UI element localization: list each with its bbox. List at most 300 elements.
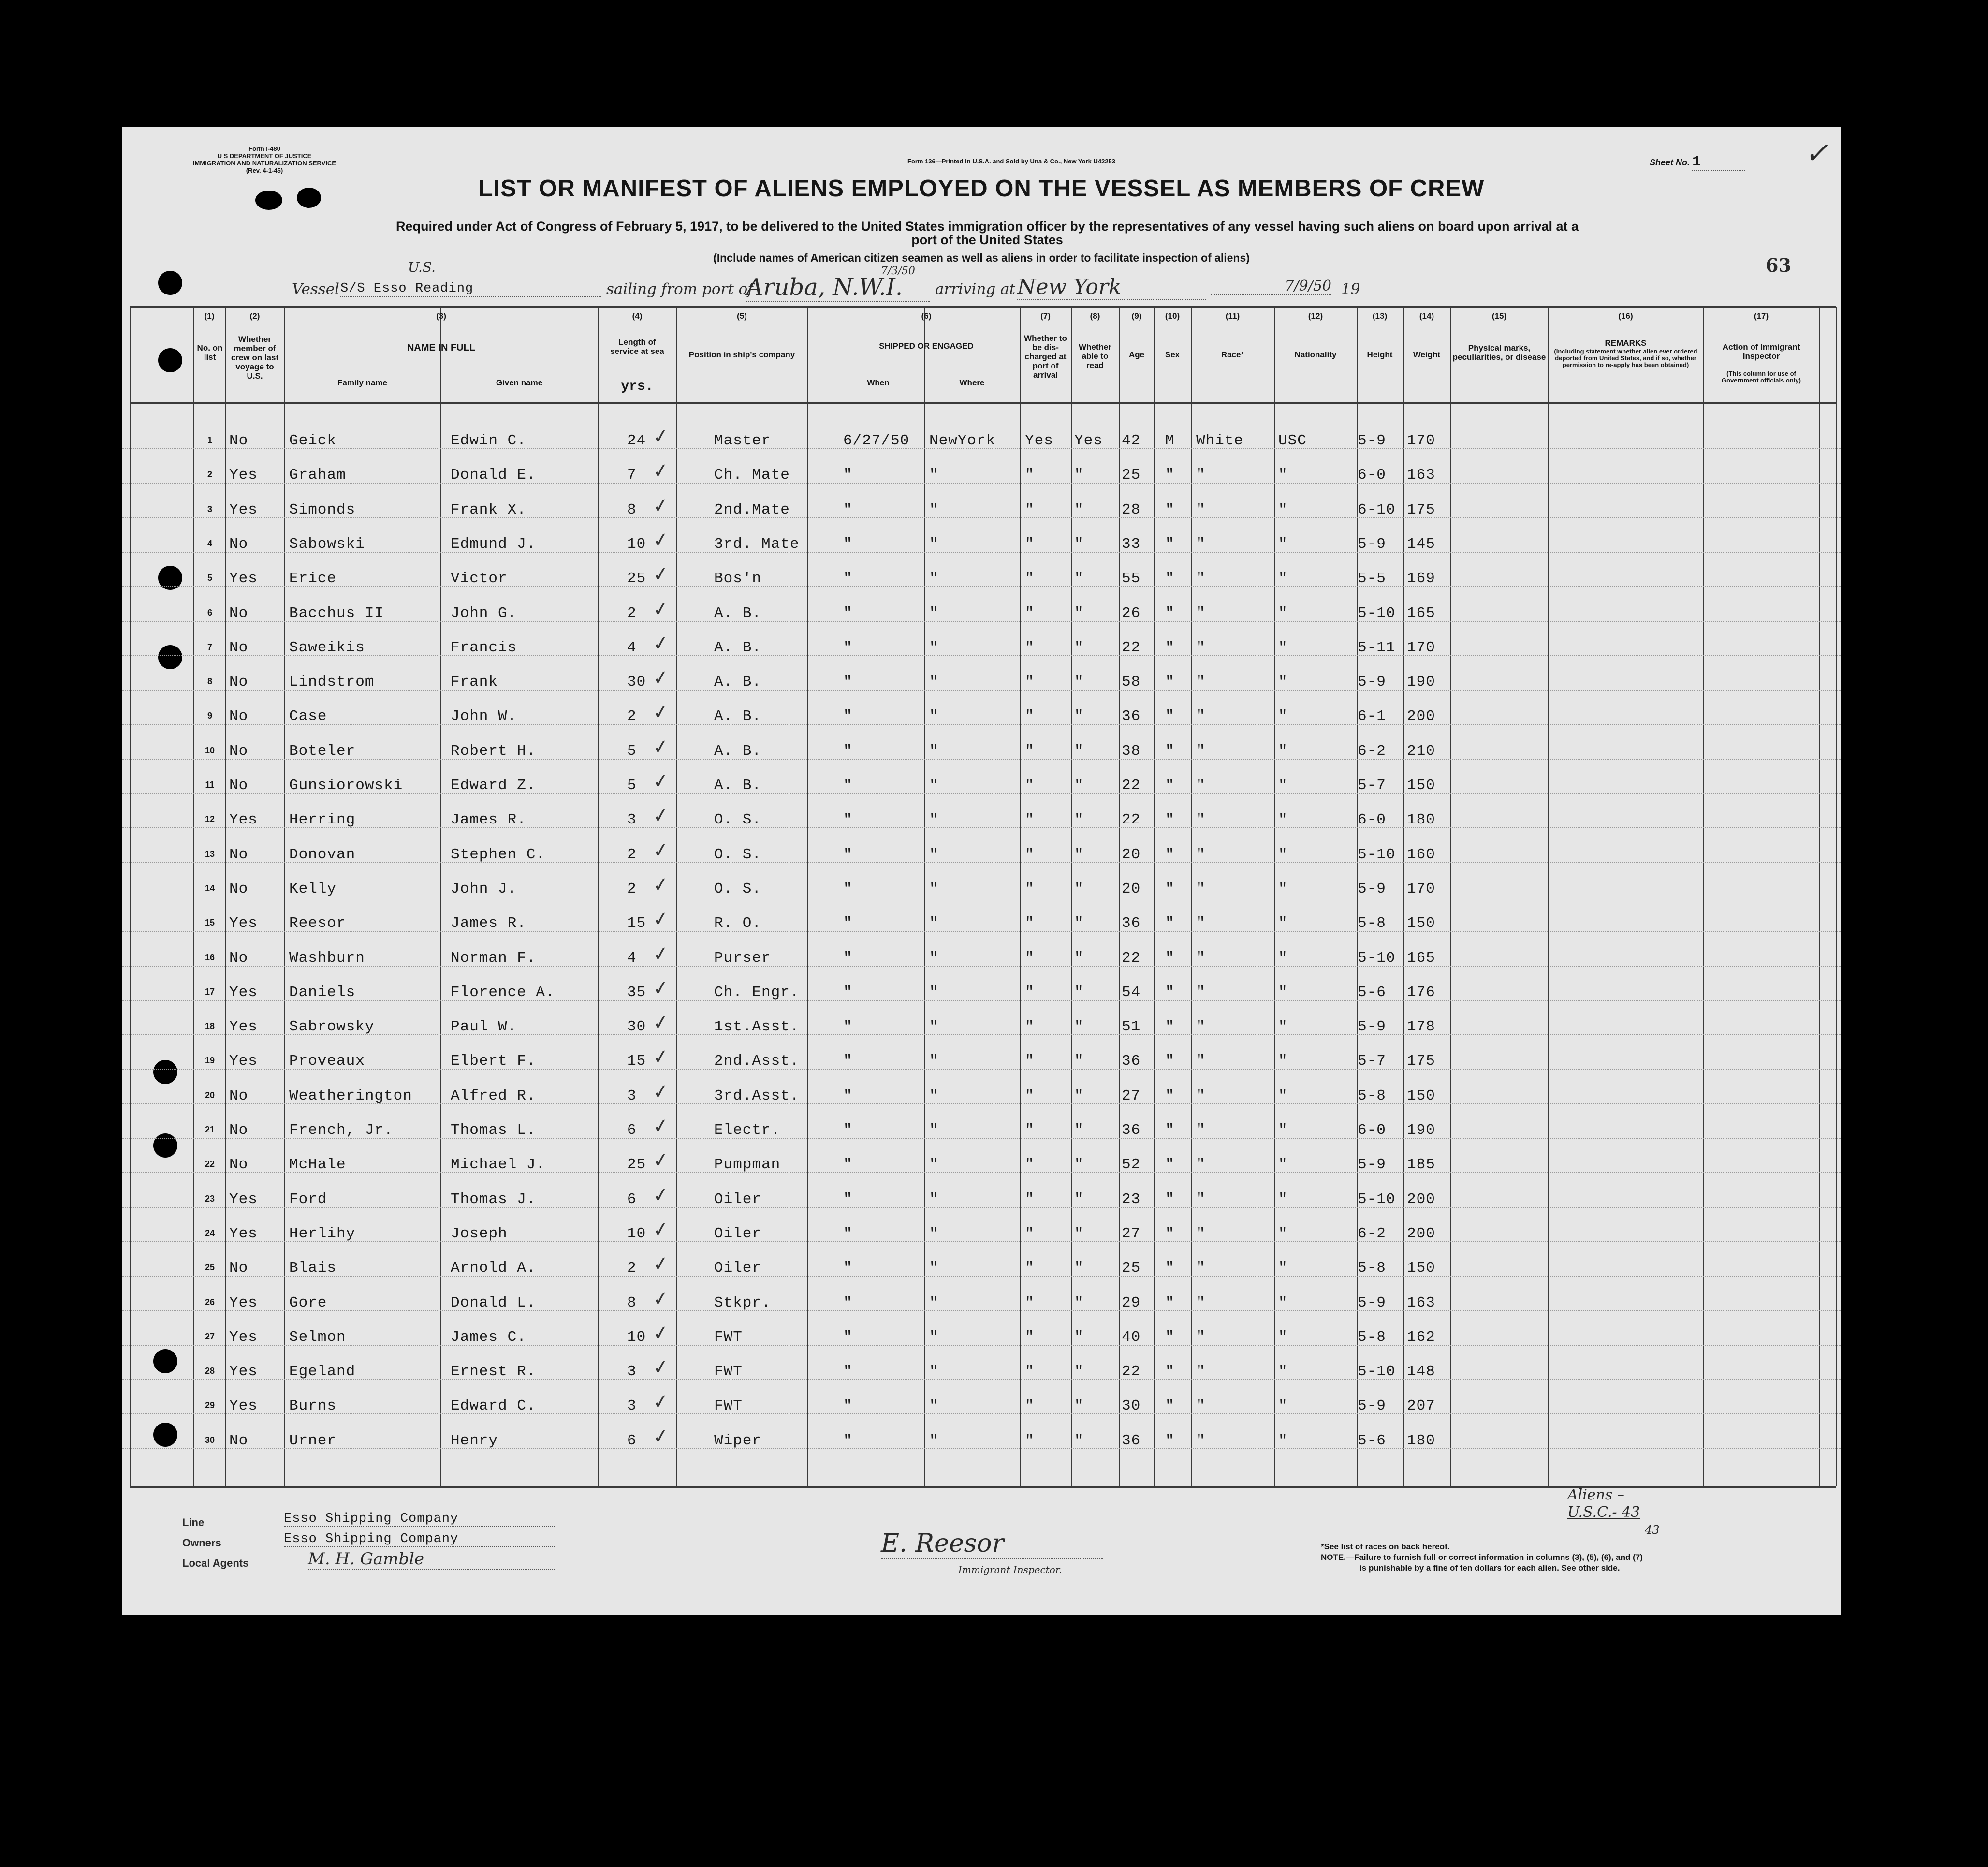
- able-to-read: ": [1074, 1432, 1084, 1449]
- able-to-read: ": [1074, 984, 1084, 1001]
- service-years: 24: [627, 432, 646, 449]
- table-row: [122, 897, 1841, 932]
- previous-voyage: No: [229, 742, 248, 760]
- shipped-when: ": [843, 1018, 853, 1036]
- table-row: [122, 553, 1841, 587]
- check-mark: ✓: [1804, 136, 1829, 170]
- weight: 176: [1407, 984, 1435, 1001]
- given-name: John J.: [451, 880, 517, 897]
- age: 22: [1122, 639, 1141, 656]
- shipped-when: ": [843, 880, 853, 897]
- family-name: Daniels: [289, 984, 356, 1001]
- service-years: 6: [627, 1191, 637, 1208]
- discharged: ": [1025, 1087, 1035, 1104]
- family-name: Graham: [289, 467, 346, 484]
- family-name: Ford: [289, 1191, 327, 1208]
- height: 5-9: [1358, 880, 1386, 897]
- position: 3rd. Mate: [714, 535, 800, 553]
- position: Oiler: [714, 1225, 762, 1242]
- previous-voyage: No: [229, 1156, 248, 1174]
- age: 27: [1122, 1225, 1141, 1242]
- height: 5-6: [1358, 984, 1386, 1001]
- shipped-when: ": [843, 915, 853, 932]
- table-row: [122, 725, 1841, 760]
- family-name: Saweikis: [289, 639, 365, 656]
- row-number: 25: [205, 1263, 215, 1273]
- row-number: 18: [205, 1021, 215, 1031]
- height: 5-10: [1358, 604, 1396, 622]
- race: ": [1196, 1122, 1206, 1139]
- family-name: Urner: [289, 1432, 337, 1449]
- previous-voyage: No: [229, 674, 248, 691]
- height: 5-9: [1358, 674, 1386, 691]
- check-mark-icon: ✓: [651, 493, 671, 518]
- nationality: ": [1278, 880, 1288, 897]
- shipped-where: ": [929, 467, 939, 484]
- family-name: McHale: [289, 1156, 346, 1174]
- race: ": [1196, 1053, 1206, 1070]
- check-mark-icon: ✓: [651, 1148, 671, 1173]
- check-mark-icon: ✓: [651, 941, 671, 966]
- table-row: [122, 760, 1841, 794]
- shipped-when: ": [843, 1191, 853, 1208]
- shipped-when: ": [843, 1363, 853, 1381]
- discharged: ": [1025, 984, 1035, 1001]
- service-years: 4: [627, 949, 637, 967]
- race: ": [1196, 501, 1206, 518]
- age: 36: [1122, 915, 1141, 932]
- page-title: LIST OR MANIFEST OF ALIENS EMPLOYED ON THE VESSEL AS MEMBERS OF CREW: [478, 176, 1485, 202]
- table-row: [122, 1104, 1841, 1139]
- weight: 207: [1407, 1397, 1435, 1415]
- footer-note: *See list of races on back hereof. NOTE.—Failure to furnish full or correct information in columns (3), (5), (6), and (7) is punishable by a fine of ten dollars for each alien. See other side.: [1321, 1542, 1643, 1573]
- discharged: ": [1025, 1363, 1035, 1381]
- height: 5-9: [1358, 1018, 1386, 1036]
- given-name: Edwin C.: [451, 432, 526, 449]
- vessel-note: U.S.: [408, 259, 436, 275]
- discharged: ": [1025, 1294, 1035, 1311]
- weight: 160: [1407, 846, 1435, 863]
- race: ": [1196, 1156, 1206, 1174]
- age: 26: [1122, 604, 1141, 622]
- previous-voyage: Yes: [229, 1294, 258, 1311]
- nationality: ": [1278, 777, 1288, 794]
- check-mark-icon: ✓: [651, 735, 671, 759]
- shipped-where: ": [929, 846, 939, 863]
- position: Oiler: [714, 1260, 762, 1277]
- table-row: [122, 588, 1841, 622]
- check-mark-icon: ✓: [651, 1424, 671, 1449]
- given-name: Michael J.: [451, 1156, 546, 1174]
- table-row: [122, 1415, 1841, 1449]
- manifest-sheet: Form I-480 U S DEPARTMENT OF JUSTICE IMMIGRATION AND NATURALIZATION SERVICE (Rev. 4-1-45) Form 136—Printed in U.S.A. and Sold by Una & Co., New York U42253 Sheet No. 1 ✓ LIST OR MANIFEST OF ALIENS EMPLOYED ON THE VESSEL AS MEMBERS OF CREW Required under Act of Congress of February 5, 1917, to be delivered to the United States immigration officer by the representatives of any vessel having such aliens on board upon arrival at a port of the United States (Include names of American citizen seamen as well as aliens in order to facilitate inspection of aliens) 63 Vessel S/S Esso Reading U.S. sailing from port of Aruba, N.W.I. 7/3/50 arriving at New York 7/9/50 19 (1) No. on list (2) Whether member of crew on last voyage to U.S. (3) NAME IN FULL Family name Given name (4) Length of service at sea yrs. (5) Position in ship's company (6) SHIPPED OR ENGAGED When Where (7) Whether to be dis-charged at port of arrival (8) Whether able to read (9) Age (10) Sex (11) Race* (12) Nationality (13) Height (14) Weight (15) Physical marks, peculiarities, or disease (16) REMARKS (Including statement whether alien ever ordered deported from United States, and if so, whether permission to re-apply has been obtained) (17) Action of Immigrant Inspector (This column for use of Government officials only) 1 No Geick Edwin C. 24 Master 6/27/50 NewYork Yes Yes 42 M White USC 5-9 170 ✓ 2 Yes Graham Donald E. 7 Ch. Mate " " " " 25 " " " 6-0 163 ✓ 3 Yes Simonds Frank X. 8 2nd.Mate " " " " 28 " " " 6-10 175 ✓ 4 No Sabowski Edmund J. 10 3rd. Mate " " " " 33 " " " 5-9 145 ✓ 5 Yes Erice Victor 25 Bos'n " " " " 55 " " " 5-5 169 ✓ 6 No Bacchus II John G. 2 A. B. " " " " 26 " " " 5-10 165 ✓ 7 No Saweikis Francis 4 A. B. " " " " 22 " " " 5-11 170 ✓ 8 No Lindstrom Frank 30 A. B. " " " " 58 " " " 5-9 190 ✓ 9 No Case John W. 2 A. B. " " " " 36 " " " 6-1 200 ✓ 10 No Boteler Robert H. 5 A. B. " " " " 38 " " " 6-2 210 ✓ 11 No Gunsiorowski Edward Z. 5 A. B. " " " " 22 " " " 5-7 150 ✓ 12 Yes Herring James R. 3 O. S. " " " " 22 " " " 6-0 180 ✓ 13 No Donovan Stephen C. 2 O. S. " " " " 20 " " " 5-10 160 ✓ 14 No Kelly John J. 2 O. S. " " " " 20 " " " 5-9 170 ✓ 15 Yes Reesor James R. 15 R. O. " " " " 36 " " " 5-8 150 ✓ 16 No Washburn Norman F. 4 Purser " " " " 22 " " " 5-10 165 ✓ 17 Yes Daniels Florence A. 35 Ch. Engr. " " " " 54 " " " 5-6 176 ✓ 18 Yes Sabrowsky Paul W. 30 1st.Asst. " " " " 51 " " " 5-9 178 ✓ 19 Yes Proveaux Elbert F. 15 2nd.Asst. " " " " 36 " " " 5-7 175 ✓ 20 No Weatherington Alfred R. 3 3rd.Asst. " " " " 27 " " " 5-8 150 ✓ 21 No French, Jr. Thomas L. 6 Electr. " " " " 36 " " " 6-0 190 ✓ 22 No McHale Michael J. 25 Pumpman " " " " 52 " " " 5-9 185 ✓ 23 Yes Ford Thomas J. 6 Oiler " " " " 23 " " " 5-10 200 ✓ 24 Yes Herlihy Joseph 10 Oiler " " " " 27 " " " 6-2 200 ✓ 25 No Blais Arnold A. 2 Oiler " " " " 25 " " " 5-8 150 ✓ 26 Yes Gore Donald L. 8 Stkpr. " " " " 29 " " " 5-9 163 ✓ 27 Yes Selmon James C. 10 FWT " " " " 40 " " " 5-8 162 ✓ 28 Yes Egeland Ernest R. 3 FWT " " " " 22 " " " 5-10 148 ✓ 29 Yes Burns Edward C. 3 FWT " " " " 30 " " " 5-9 207 ✓ 30 No Urner Henry 6 Wiper " " " " 36 " " " 5-6 180 ✓ Line Esso Shipping Company Owners Esso Shipping Company Local Agents M. H. Gamble E. Reesor Immigrant Inspector. Aliens – U.S.C.- 43 43 *See list of races on back hereof. NOTE.—Failure to furnish full or correct information in columns (3), (5), (6), and (7) is punishable by a fine of ten dollars for each alien. See other side.: [122, 127, 1841, 1615]
- weight: 163: [1407, 467, 1435, 484]
- discharged: ": [1025, 1432, 1035, 1449]
- row-number: 27: [205, 1331, 215, 1341]
- able-to-read: ": [1074, 880, 1084, 897]
- shipped-when: ": [843, 467, 853, 484]
- footer-agents: Line Esso Shipping Company Owners Esso Shipping Company Local Agents M. H. Gamble: [182, 1510, 714, 1606]
- check-mark-icon: ✓: [651, 769, 671, 794]
- weight: 200: [1407, 708, 1435, 725]
- row-number: 22: [205, 1159, 215, 1169]
- able-to-read: ": [1074, 708, 1084, 725]
- race: ": [1196, 1294, 1206, 1311]
- service-years: 2: [627, 604, 637, 622]
- able-to-read: ": [1074, 501, 1084, 518]
- shipped-where: ": [929, 880, 939, 897]
- height: 5-8: [1358, 1260, 1386, 1277]
- position: O. S.: [714, 880, 762, 897]
- previous-voyage: No: [229, 535, 248, 553]
- height: 5-10: [1358, 846, 1396, 863]
- previous-voyage: Yes: [229, 1397, 258, 1415]
- discharged: ": [1025, 1122, 1035, 1139]
- nationality: ": [1278, 1156, 1288, 1174]
- sex: ": [1165, 708, 1175, 725]
- previous-voyage: Yes: [229, 1225, 258, 1242]
- alien-tally: Aliens – U.S.C.- 43 43: [1567, 1486, 1660, 1537]
- weight: 162: [1407, 1328, 1435, 1346]
- able-to-read: ": [1074, 777, 1084, 794]
- sex: ": [1165, 777, 1175, 794]
- weight: 200: [1407, 1225, 1435, 1242]
- discharged: ": [1025, 846, 1035, 863]
- race: ": [1196, 674, 1206, 691]
- table-row: [122, 484, 1841, 518]
- sex: ": [1165, 1363, 1175, 1381]
- punch-hole: [158, 271, 182, 295]
- service-years: 7: [627, 467, 637, 484]
- discharged: Yes: [1025, 432, 1053, 449]
- sex: ": [1165, 639, 1175, 656]
- given-name: John G.: [451, 604, 517, 622]
- service-years: 5: [627, 742, 637, 760]
- nationality: ": [1278, 1397, 1288, 1415]
- row-number: 11: [205, 780, 215, 790]
- weight: 178: [1407, 1018, 1435, 1036]
- given-name: Edward Z.: [451, 777, 536, 794]
- nationality: ": [1278, 604, 1288, 622]
- shipped-when: ": [843, 1260, 853, 1277]
- nationality: ": [1278, 1087, 1288, 1104]
- shipped-when: ": [843, 949, 853, 967]
- row-number: 6: [207, 607, 212, 617]
- height: 6-2: [1358, 742, 1386, 760]
- row-number: 26: [205, 1297, 215, 1307]
- table-row: [122, 1174, 1841, 1208]
- nationality: ": [1278, 1363, 1288, 1381]
- service-years: 3: [627, 1363, 637, 1381]
- family-name: French, Jr.: [289, 1122, 394, 1139]
- shipped-when: ": [843, 1122, 853, 1139]
- age: 42: [1122, 432, 1141, 449]
- able-to-read: ": [1074, 1053, 1084, 1070]
- family-name: Erice: [289, 570, 337, 588]
- nationality: ": [1278, 639, 1288, 656]
- sex: ": [1165, 674, 1175, 691]
- family-name: Simonds: [289, 501, 356, 518]
- shipped-when: ": [843, 604, 853, 622]
- weight: 148: [1407, 1363, 1435, 1381]
- owners-value: Esso Shipping Company: [284, 1532, 555, 1547]
- given-name: James R.: [451, 915, 526, 932]
- given-name: James C.: [451, 1328, 526, 1346]
- weight: 169: [1407, 570, 1435, 588]
- height: 5-9: [1358, 432, 1386, 449]
- race: ": [1196, 1397, 1206, 1415]
- row-number: 30: [205, 1435, 215, 1445]
- discharged: ": [1025, 949, 1035, 967]
- previous-voyage: Yes: [229, 1053, 258, 1070]
- nationality: ": [1278, 1328, 1288, 1346]
- table-row: [122, 1035, 1841, 1070]
- previous-voyage: No: [229, 708, 248, 725]
- weight: 175: [1407, 1053, 1435, 1070]
- row-number: 14: [205, 883, 215, 893]
- family-name: Burns: [289, 1397, 337, 1415]
- position: 2nd.Asst.: [714, 1053, 800, 1070]
- nationality: ": [1278, 708, 1288, 725]
- previous-voyage: No: [229, 949, 248, 967]
- sex: ": [1165, 742, 1175, 760]
- race: ": [1196, 984, 1206, 1001]
- nationality: ": [1278, 1122, 1288, 1139]
- discharged: ": [1025, 1053, 1035, 1070]
- table-row: [122, 691, 1841, 725]
- check-mark-icon: ✓: [651, 665, 671, 691]
- shipped-where: ": [929, 1328, 939, 1346]
- height: 5-9: [1358, 1294, 1386, 1311]
- sex: M: [1165, 432, 1175, 449]
- discharged: ": [1025, 501, 1035, 518]
- given-name: Frank: [451, 674, 498, 691]
- check-mark-icon: ✓: [651, 1217, 671, 1242]
- given-name: Paul W.: [451, 1018, 517, 1036]
- given-name: Robert H.: [451, 742, 536, 760]
- table-row: [122, 967, 1841, 1001]
- service-years: 2: [627, 708, 637, 725]
- weight: 145: [1407, 535, 1435, 553]
- table-row: [122, 449, 1841, 484]
- inspector-signature: E. Reesor: [881, 1529, 1103, 1559]
- position: Pumpman: [714, 1156, 781, 1174]
- service-years: 6: [627, 1432, 637, 1449]
- height: 5-9: [1358, 535, 1386, 553]
- nationality: ": [1278, 811, 1288, 829]
- age: 36: [1122, 1053, 1141, 1070]
- race: ": [1196, 1225, 1206, 1242]
- discharged: ": [1025, 708, 1035, 725]
- age: 20: [1122, 846, 1141, 863]
- position: Purser: [714, 949, 771, 967]
- position: R. O.: [714, 915, 762, 932]
- check-mark-icon: ✓: [651, 1045, 671, 1070]
- nationality: ": [1278, 915, 1288, 932]
- given-name: Norman F.: [451, 949, 536, 967]
- race: ": [1196, 1018, 1206, 1036]
- subtitle-note: (Include names of American citizen seamen as well as aliens in order to facilitate inspection of aliens): [713, 251, 1250, 264]
- service-years: 25: [627, 1156, 646, 1174]
- age: 20: [1122, 880, 1141, 897]
- family-name: Kelly: [289, 880, 337, 897]
- row-number: 10: [205, 745, 215, 755]
- given-name: Alfred R.: [451, 1087, 536, 1104]
- sex: ": [1165, 1225, 1175, 1242]
- check-mark-icon: ✓: [651, 597, 671, 621]
- row-number: 2: [207, 470, 212, 480]
- sex: ": [1165, 811, 1175, 829]
- table-row: [122, 1139, 1841, 1173]
- given-name: Francis: [451, 639, 517, 656]
- shipped-where: ": [929, 1018, 939, 1036]
- age: 22: [1122, 949, 1141, 967]
- weight: 190: [1407, 1122, 1435, 1139]
- height: 5-7: [1358, 777, 1386, 794]
- service-years: 6: [627, 1122, 637, 1139]
- able-to-read: ": [1074, 1328, 1084, 1346]
- previous-voyage: No: [229, 1432, 248, 1449]
- family-name: Reesor: [289, 915, 346, 932]
- position: O. S.: [714, 846, 762, 863]
- position: A. B.: [714, 639, 762, 656]
- given-name: Joseph: [451, 1225, 508, 1242]
- shipped-where: ": [929, 1087, 939, 1104]
- port-from: Aruba, N.W.I.: [746, 274, 930, 302]
- weight: 150: [1407, 1260, 1435, 1277]
- race: ": [1196, 811, 1206, 829]
- table-row: [122, 829, 1841, 863]
- family-name: Lindstrom: [289, 674, 375, 691]
- previous-voyage: No: [229, 1087, 248, 1104]
- previous-voyage: Yes: [229, 984, 258, 1001]
- able-to-read: ": [1074, 949, 1084, 967]
- sex: ": [1165, 949, 1175, 967]
- given-name: Donald E.: [451, 467, 536, 484]
- given-name: Frank X.: [451, 501, 526, 518]
- weight: 180: [1407, 811, 1435, 829]
- shipped-where: NewYork: [929, 432, 996, 449]
- age: 38: [1122, 742, 1141, 760]
- able-to-read: ": [1074, 846, 1084, 863]
- row-number: 13: [205, 849, 215, 859]
- race: ": [1196, 1191, 1206, 1208]
- nationality: ": [1278, 674, 1288, 691]
- height: 5-11: [1358, 639, 1396, 656]
- race: ": [1196, 1087, 1206, 1104]
- table-row: [122, 794, 1841, 828]
- race: ": [1196, 1363, 1206, 1381]
- given-name: Edward C.: [451, 1397, 536, 1415]
- previous-voyage: No: [229, 1260, 248, 1277]
- table-row: [122, 863, 1841, 897]
- height: 6-2: [1358, 1225, 1386, 1242]
- sex: ": [1165, 467, 1175, 484]
- weight: 150: [1407, 1087, 1435, 1104]
- shipped-where: ": [929, 604, 939, 622]
- previous-voyage: Yes: [229, 1328, 258, 1346]
- able-to-read: ": [1074, 742, 1084, 760]
- sex: ": [1165, 1156, 1175, 1174]
- service-years: 15: [627, 915, 646, 932]
- race: ": [1196, 570, 1206, 588]
- discharged: ": [1025, 880, 1035, 897]
- given-name: Ernest R.: [451, 1363, 536, 1381]
- shipped-where: ": [929, 1432, 939, 1449]
- table-row: [122, 1311, 1841, 1346]
- able-to-read: ": [1074, 1087, 1084, 1104]
- port-to: New York: [1017, 275, 1206, 300]
- subtitle: Required under Act of Congress of February 5, 1917, to be delivered to the United States immigration officer by the representatives of any vessel having such aliens on board upon arrival at a port of the United States: [395, 219, 1579, 247]
- table-row: [122, 518, 1841, 553]
- check-mark-icon: ✓: [651, 1010, 671, 1035]
- age: 36: [1122, 1432, 1141, 1449]
- row-number: 1: [207, 435, 212, 445]
- check-mark-icon: ✓: [651, 700, 671, 725]
- previous-voyage: No: [229, 880, 248, 897]
- table-row: [122, 1208, 1841, 1242]
- nationality: ": [1278, 570, 1288, 588]
- able-to-read: ": [1074, 1122, 1084, 1139]
- check-mark-icon: ✓: [651, 804, 671, 828]
- punch-hole: [158, 348, 182, 372]
- printer-line: Form 136—Printed in U.S.A. and Sold by Una & Co., New York U42253: [907, 158, 1116, 165]
- able-to-read: ": [1074, 1018, 1084, 1036]
- given-name: Thomas L.: [451, 1122, 536, 1139]
- table-row: [122, 1070, 1841, 1104]
- service-years: 8: [627, 1294, 637, 1311]
- position: O. S.: [714, 811, 762, 829]
- weight: 170: [1407, 432, 1435, 449]
- position: Stkpr.: [714, 1294, 771, 1311]
- nationality: ": [1278, 1018, 1288, 1036]
- age: 25: [1122, 1260, 1141, 1277]
- shipped-when: ": [843, 1087, 853, 1104]
- agents-signature: M. H. Gamble: [308, 1549, 555, 1570]
- position: A. B.: [714, 777, 762, 794]
- sex: ": [1165, 1191, 1175, 1208]
- sex: ": [1165, 1122, 1175, 1139]
- previous-voyage: No: [229, 604, 248, 622]
- height: 6-0: [1358, 467, 1386, 484]
- position: Wiper: [714, 1432, 762, 1449]
- row-number: 24: [205, 1228, 215, 1238]
- service-years: 3: [627, 811, 637, 829]
- race: White: [1196, 432, 1244, 449]
- nationality: ": [1278, 1053, 1288, 1070]
- table-row: [122, 1001, 1841, 1035]
- race: ": [1196, 639, 1206, 656]
- position: Ch. Engr.: [714, 984, 800, 1001]
- discharged: ": [1025, 674, 1035, 691]
- service-years: 4: [627, 639, 637, 656]
- sex: ": [1165, 1087, 1175, 1104]
- able-to-read: ": [1074, 1294, 1084, 1311]
- age: 23: [1122, 1191, 1141, 1208]
- position: A. B.: [714, 708, 762, 725]
- age: 40: [1122, 1328, 1141, 1346]
- weight: 165: [1407, 949, 1435, 967]
- previous-voyage: Yes: [229, 467, 258, 484]
- family-name: Gore: [289, 1294, 327, 1311]
- shipped-when: ": [843, 1156, 853, 1174]
- arrival-date: 7/9/50: [1211, 278, 1331, 295]
- sex: ": [1165, 915, 1175, 932]
- shipped-when: ": [843, 1397, 853, 1415]
- able-to-read: ": [1074, 1260, 1084, 1277]
- nationality: ": [1278, 501, 1288, 518]
- service-years: 2: [627, 846, 637, 863]
